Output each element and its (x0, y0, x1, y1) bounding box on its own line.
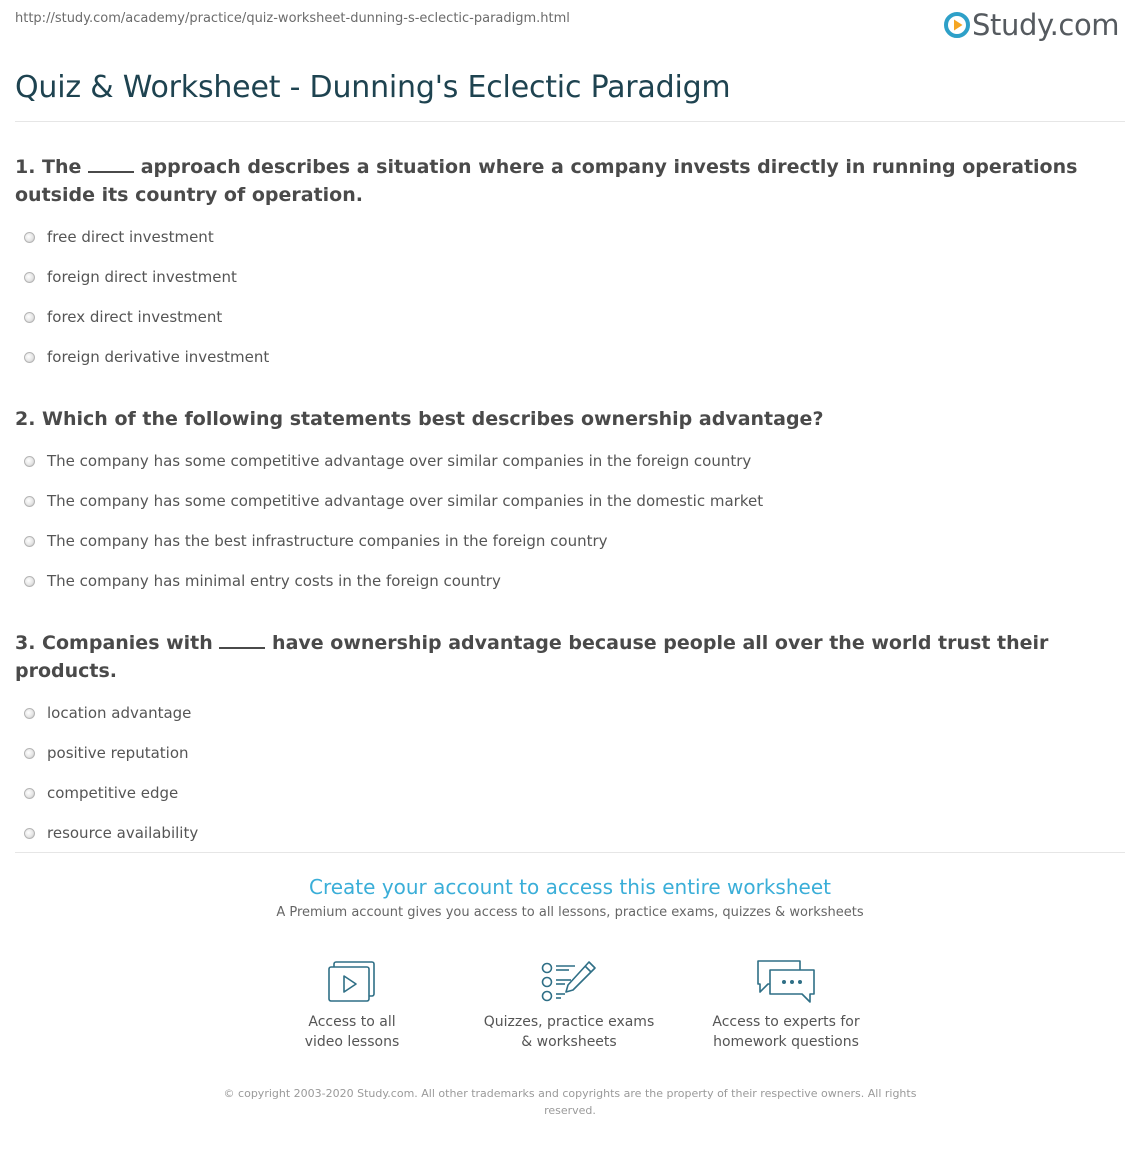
cta-subtitle: A Premium account gives you access to all lessons, practice exams, quizzes & worksheets (276, 905, 864, 920)
radio-button[interactable] (24, 708, 35, 719)
answer-option[interactable] (15, 481, 1120, 521)
option-label: location advantage (47, 704, 192, 722)
radio-button[interactable] (24, 788, 35, 799)
video-lesson-icon (326, 958, 378, 1004)
feature-experts (686, 958, 886, 1052)
answer-options (15, 441, 1120, 601)
answer-option[interactable] (15, 217, 1120, 257)
option-label: free direct investment (47, 228, 214, 246)
feature-label-line: Quizzes, practice exams (483, 1014, 655, 1030)
question-2 (15, 405, 1120, 601)
radio-button[interactable] (24, 536, 35, 547)
answer-option[interactable] (15, 773, 1120, 813)
answer-option[interactable] (15, 297, 1120, 337)
option-label: competitive edge (47, 784, 179, 802)
feature-label (469, 1012, 669, 1052)
answer-option[interactable] (15, 257, 1120, 297)
question-3 (15, 629, 1120, 853)
chat-bubbles-icon (754, 958, 818, 1004)
option-label: The company has minimal entry costs in the foreign country (47, 572, 501, 590)
answer-option[interactable] (15, 441, 1120, 481)
question-text-start: 2. Which of the following statements best describes ownership advantage? (15, 408, 824, 430)
radio-button[interactable] (24, 748, 35, 759)
answer-blank (88, 157, 134, 173)
radio-button[interactable] (24, 232, 35, 243)
answer-option[interactable] (15, 521, 1120, 561)
question-text (15, 629, 1120, 685)
radio-button[interactable] (24, 272, 35, 283)
cta-title-link[interactable]: Create your account to access this entire worksheet (309, 875, 831, 899)
feature-label-line: homework questions (713, 1034, 859, 1050)
option-label: The company has some competitive advantage over similar companies in the foreign country (47, 452, 752, 470)
feature-quizzes (469, 958, 669, 1052)
copyright-notice: © copyright 2003-2020 Study.com. All other trademarks and copyrights are the property of their respective owners. All rights reserved. (223, 1087, 917, 1117)
feature-label-line: Access to all (308, 1014, 396, 1030)
logo-text: Study.com (972, 8, 1120, 42)
radio-button[interactable] (24, 576, 35, 587)
question-text-start: 3. Companies with (15, 632, 213, 654)
radio-button[interactable] (24, 496, 35, 507)
answer-option[interactable] (15, 337, 1120, 377)
option-label: forex direct investment (47, 308, 223, 326)
question-text-end: approach describes a situation where a company invests directly in running operations outside its country of operation. (15, 156, 1078, 206)
feature-label-line: Access to experts for (712, 1014, 860, 1030)
cta-divider (15, 852, 1125, 853)
feature-label-line: video lessons (304, 1034, 400, 1050)
answer-options (15, 217, 1120, 377)
option-label: foreign derivative investment (47, 348, 270, 366)
answer-option[interactable] (15, 561, 1120, 601)
radio-button[interactable] (24, 312, 35, 323)
answer-option[interactable] (15, 693, 1120, 733)
answer-options (15, 693, 1120, 853)
radio-button[interactable] (24, 456, 35, 467)
feature-label (252, 1012, 452, 1052)
option-label: resource availability (47, 824, 199, 842)
feature-label-line: & worksheets (521, 1034, 617, 1050)
question-1 (15, 153, 1120, 377)
feature-label (686, 1012, 886, 1052)
option-label: The company has the best infrastructure companies in the foreign country (47, 532, 608, 550)
page-title: Quiz & Worksheet - Dunning's Eclectic Paradigm (15, 70, 731, 105)
answer-option[interactable] (15, 733, 1120, 773)
question-text-end: have ownership advantage because people all over the world trust their products. (15, 632, 1049, 682)
page-url: http://study.com/academy/practice/quiz-worksheet-dunning-s-eclectic-paradigm.html (15, 11, 570, 26)
answer-blank (219, 633, 265, 649)
option-label: The company has some competitive advantage over similar companies in the domestic market (47, 492, 764, 510)
question-text (15, 405, 1120, 433)
header-divider (15, 121, 1125, 122)
radio-button[interactable] (24, 828, 35, 839)
option-label: foreign direct investment (47, 268, 237, 286)
signup-cta (0, 875, 1140, 920)
study-logo[interactable] (944, 5, 1119, 45)
question-text-start: 1. The (15, 156, 82, 178)
option-label: positive reputation (47, 744, 189, 762)
quiz-checklist-icon (539, 958, 599, 1004)
logo-play-icon (944, 12, 970, 38)
feature-video-lessons (252, 958, 452, 1052)
answer-option[interactable] (15, 813, 1120, 853)
question-text (15, 153, 1120, 209)
radio-button[interactable] (24, 352, 35, 363)
